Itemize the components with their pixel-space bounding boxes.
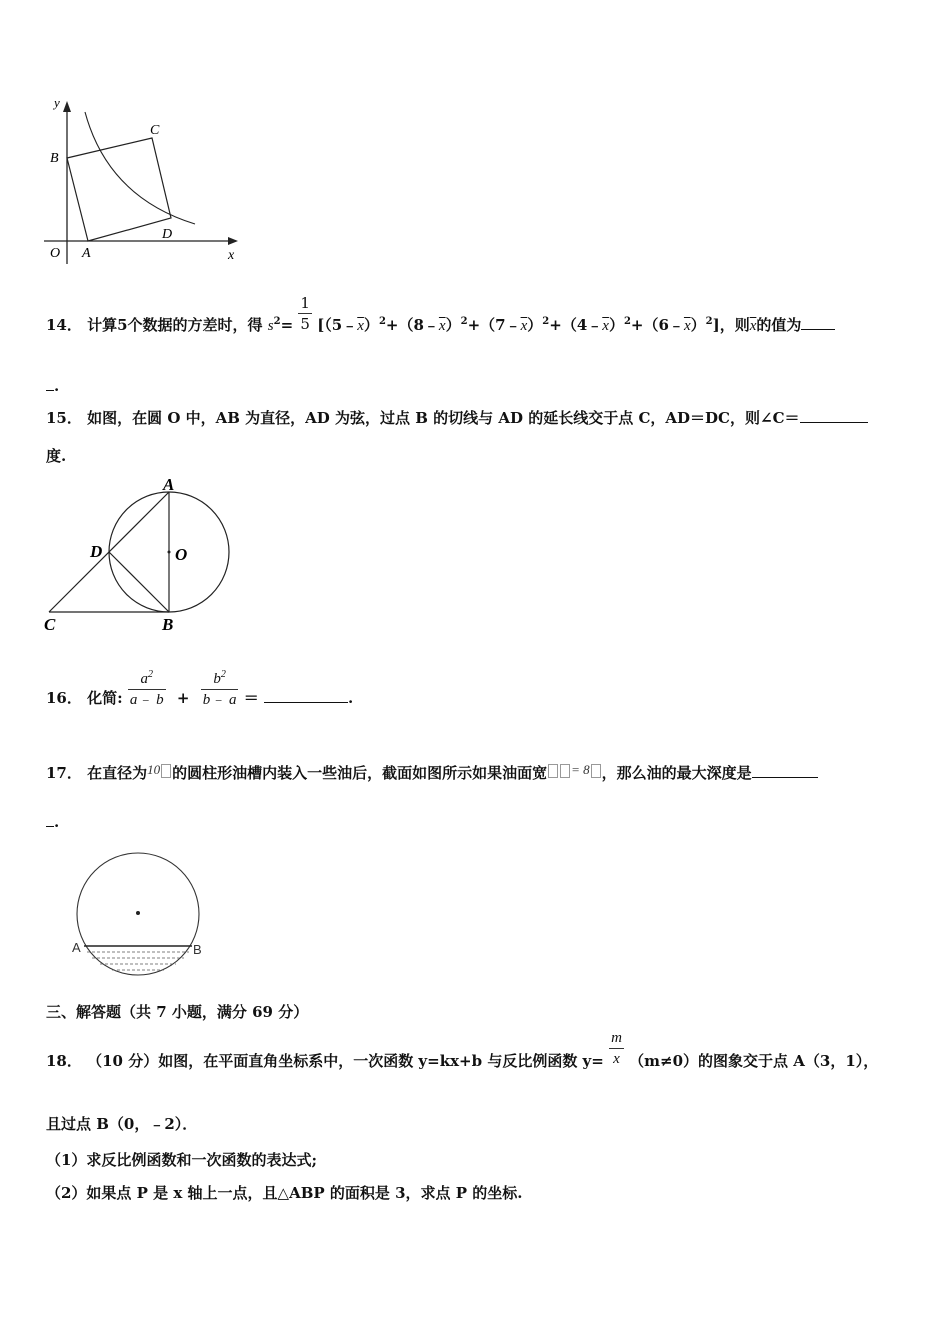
chord-db	[109, 552, 169, 612]
q18-fraction	[609, 1028, 624, 1069]
question-18-part2: （2）如果点 P 是 x 轴上一点，且△ABP 的面积是 3，求点 P 的坐标.	[46, 1184, 523, 1202]
q14-xbar-1: $\overline{x}$	[357, 318, 364, 334]
label-a: A	[82, 246, 91, 261]
question-18-line2: 且过点 B（0，﹣2）．	[46, 1115, 198, 1133]
q16-lead: 化简:	[87, 689, 123, 707]
q18-t1: （10 分）如图，在平面直角坐标系中，一次函数 y=kx+b 与反比例函数 y=	[87, 1052, 604, 1070]
q17-t1: 在直径为	[87, 764, 148, 782]
question-14-cont	[46, 376, 59, 396]
q17-answer-blank-cont[interactable]	[46, 812, 54, 827]
q17-diameter-value: 10	[147, 762, 172, 777]
figure-circle-tangent	[40, 472, 240, 637]
q14-term3: +（7﹣	[467, 316, 521, 334]
q18-frac-den: x	[609, 1048, 624, 1069]
square-abcd	[67, 138, 171, 241]
question-15	[46, 408, 868, 428]
q14-term6: ]，则	[712, 316, 750, 334]
label-d: D	[90, 542, 103, 561]
question-17	[46, 760, 818, 783]
label-o: O	[175, 545, 188, 564]
q14-xbar-result: $\overline{x}$	[749, 318, 757, 334]
q16-fraction-2	[201, 665, 239, 710]
q14-answer-blank[interactable]	[801, 315, 835, 330]
q14-term5: +（6﹣	[630, 316, 684, 334]
label-a: A	[72, 940, 81, 955]
q14-frac-num: 1	[300, 293, 310, 312]
label-b: B	[50, 151, 59, 166]
q14-close-2: ）	[445, 316, 461, 334]
q14-fraction	[298, 293, 312, 334]
q18-number: 18．	[46, 1052, 82, 1070]
question-18-part1: （1）求反比例函数和一次函数的表达式;	[46, 1151, 317, 1169]
q14-xbar-2: $\overline{x}$	[438, 318, 446, 334]
q14-s-sq: 2	[273, 316, 281, 327]
center-dot	[136, 911, 140, 915]
q16-frac2-num: $b^2$	[213, 668, 226, 687]
q14-close-4: ）	[608, 316, 624, 334]
q16-fraction-1	[128, 665, 166, 710]
q15-text: 如图，在圆 O 中，AB 为直径，AD 为弦，过点 B 的切线与 AD 的延长线交于点 C，AD＝DC，则∠C＝	[87, 409, 800, 427]
q14-lead: 计算5个数据的方差时，得	[87, 316, 263, 334]
label-b: B	[193, 942, 202, 957]
label-c: C	[150, 123, 160, 138]
q14-s: s	[267, 318, 274, 334]
q16-frac1-den: a﹣ b	[128, 689, 166, 710]
label-b: B	[162, 615, 174, 634]
q14-close-1: ）	[363, 316, 379, 334]
q16-frac2-den: b﹣ a	[201, 689, 239, 710]
q16-frac1-num: $a^2$	[140, 668, 154, 687]
q18-t2: （m≠0）的图象交于点 A（3，1），	[629, 1052, 879, 1070]
q14-eq: =	[280, 316, 294, 334]
q14-sq-1: 2	[378, 316, 386, 327]
label-y: y	[54, 95, 60, 110]
section-3-title: 三、解答题（共 7 小题，满分 69 分）	[46, 1003, 309, 1021]
q14-sq-4: 2	[623, 316, 631, 327]
q17-t3: ，那么油的最大深度是	[601, 764, 752, 782]
q14-term2: +（8﹣	[385, 316, 439, 334]
q14-frac-den: 5	[300, 314, 310, 333]
question-17-cont	[46, 812, 59, 832]
q14-number: 14．	[46, 316, 82, 334]
q16-eq: ＝	[243, 689, 259, 707]
q17-cont: .	[54, 813, 60, 831]
hyperbola-curve	[85, 112, 195, 224]
question-18	[46, 1029, 879, 1071]
center-dot	[168, 551, 171, 554]
label-c: C	[44, 615, 56, 634]
figure-oil-tank	[68, 852, 218, 982]
q14-xbar-4: $\overline{x}$	[602, 318, 609, 334]
question-16	[46, 668, 354, 710]
label-x: x	[228, 248, 235, 263]
q14-xbar-3: $\overline{x}$	[520, 318, 528, 334]
q16-end: .	[347, 689, 354, 707]
q15-answer-blank[interactable]	[800, 408, 868, 423]
q16-number: 16．	[46, 689, 82, 707]
q14-sq-2: 2	[460, 316, 468, 327]
label-o: O	[50, 246, 61, 261]
y-axis-arrow	[63, 101, 71, 112]
q14-close-3: ）	[527, 316, 543, 334]
q18-frac-num: m	[611, 1029, 622, 1046]
q15-cont: 度.	[46, 447, 67, 465]
q17-t2: 的圆柱形油槽内装入一些油后，截面如图所示如果油面宽	[172, 764, 548, 782]
q14-xbar-5: $\overline{x}$	[683, 318, 691, 334]
q14-cont: .	[54, 377, 60, 395]
label-a: A	[163, 475, 175, 494]
q15-number: 15．	[46, 409, 82, 427]
q14-close-5: ）	[690, 316, 706, 334]
q14-term1: [（5﹣	[317, 316, 358, 334]
q14-sq-5: 2	[705, 316, 713, 327]
q17-number: 17．	[46, 764, 82, 782]
q14-tail: 的值为	[756, 316, 802, 334]
q14-term4: +（4﹣	[549, 316, 603, 334]
q14-sq-3: 2	[542, 316, 550, 327]
x-axis-arrow	[228, 237, 238, 245]
q14-answer-blank-cont[interactable]	[46, 376, 54, 391]
q17-answer-blank[interactable]	[752, 763, 818, 778]
q17-width-value: = 8	[547, 762, 602, 777]
label-d: D	[162, 227, 173, 242]
q16-answer-blank[interactable]	[264, 688, 348, 703]
figure-square-hyperbola	[40, 92, 250, 267]
question-15-cont	[46, 446, 66, 466]
question-14	[46, 293, 835, 336]
q16-plus: +	[176, 689, 190, 707]
